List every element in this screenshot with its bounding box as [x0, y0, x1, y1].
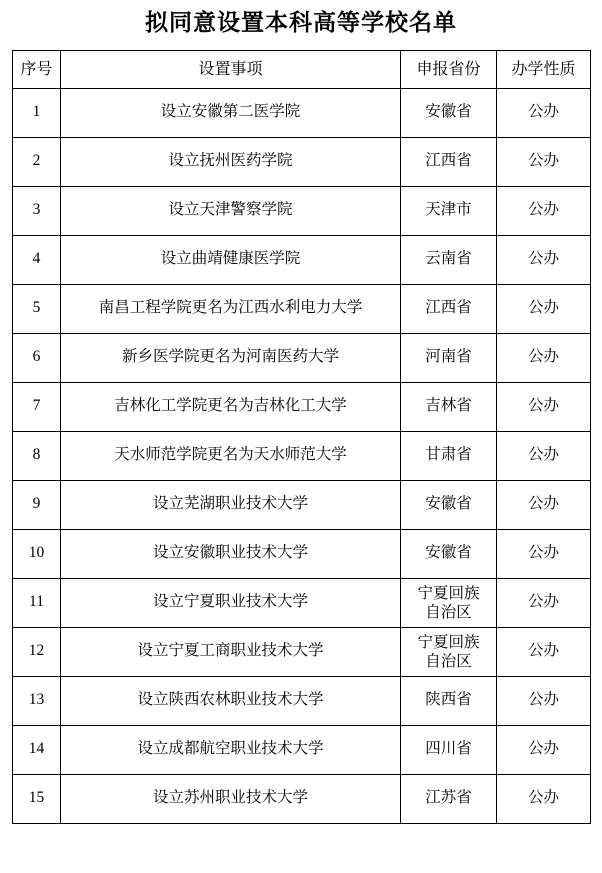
cell-index: 11	[13, 578, 61, 627]
table-row	[13, 235, 591, 284]
cell-index: 6	[13, 333, 61, 382]
cell-province: 吉林省	[401, 382, 497, 431]
table-row	[13, 333, 591, 382]
cell-item: 设立成都航空职业技术大学	[61, 725, 401, 774]
table-row	[13, 382, 591, 431]
cell-nature: 公办	[497, 137, 591, 186]
table-row	[13, 137, 591, 186]
table-row	[13, 774, 591, 823]
cell-index: 8	[13, 431, 61, 480]
cell-item: 设立宁夏职业技术大学	[61, 578, 401, 627]
cell-index: 15	[13, 774, 61, 823]
column-header-index: 序号	[13, 50, 61, 88]
cell-index: 3	[13, 186, 61, 235]
cell-index: 12	[13, 627, 61, 676]
table-body	[13, 88, 591, 823]
cell-nature: 公办	[497, 333, 591, 382]
cell-nature: 公办	[497, 480, 591, 529]
cell-province-line: 自治区	[425, 603, 472, 621]
cell-province: 云南省	[401, 235, 497, 284]
cell-item: 设立芜湖职业技术大学	[61, 480, 401, 529]
cell-province-line: 宁夏回族	[417, 584, 480, 602]
cell-index: 7	[13, 382, 61, 431]
cell-nature: 公办	[497, 529, 591, 578]
cell-nature: 公办	[497, 382, 591, 431]
table-header	[13, 50, 591, 88]
cell-nature: 公办	[497, 627, 591, 676]
cell-province	[401, 627, 497, 676]
university-listing-table	[12, 50, 591, 824]
cell-index: 1	[13, 88, 61, 137]
cell-item: 设立苏州职业技术大学	[61, 774, 401, 823]
cell-index: 4	[13, 235, 61, 284]
cell-nature: 公办	[497, 431, 591, 480]
cell-province: 江西省	[401, 284, 497, 333]
column-header-item: 设置事项	[61, 50, 401, 88]
cell-index: 14	[13, 725, 61, 774]
column-header-province: 申报省份	[401, 50, 497, 88]
table-row	[13, 88, 591, 137]
cell-item: 设立抚州医药学院	[61, 137, 401, 186]
cell-nature: 公办	[497, 676, 591, 725]
table-row	[13, 725, 591, 774]
table-row	[13, 578, 591, 627]
cell-item: 设立曲靖健康医学院	[61, 235, 401, 284]
cell-item: 设立宁夏工商职业技术大学	[61, 627, 401, 676]
table-row	[13, 431, 591, 480]
table-row	[13, 480, 591, 529]
cell-province-line: 自治区	[425, 652, 472, 670]
cell-index: 9	[13, 480, 61, 529]
cell-province: 甘肃省	[401, 431, 497, 480]
cell-index: 10	[13, 529, 61, 578]
cell-province: 江苏省	[401, 774, 497, 823]
cell-index: 5	[13, 284, 61, 333]
table-header-row	[13, 50, 591, 88]
page-title: 拟同意设置本科高等学校名单	[145, 10, 457, 35]
cell-province: 江西省	[401, 137, 497, 186]
cell-nature: 公办	[497, 774, 591, 823]
table-row	[13, 627, 591, 676]
cell-item: 吉林化工学院更名为吉林化工大学	[61, 382, 401, 431]
cell-item: 设立安徽第二医学院	[61, 88, 401, 137]
cell-province: 河南省	[401, 333, 497, 382]
cell-nature: 公办	[497, 88, 591, 137]
table-row	[13, 186, 591, 235]
cell-nature: 公办	[497, 725, 591, 774]
cell-province: 陕西省	[401, 676, 497, 725]
cell-nature: 公办	[497, 186, 591, 235]
cell-item: 天水师范学院更名为天水师范大学	[61, 431, 401, 480]
cell-item: 新乡医学院更名为河南医药大学	[61, 333, 401, 382]
cell-province: 安徽省	[401, 480, 497, 529]
cell-province: 安徽省	[401, 88, 497, 137]
cell-province	[401, 578, 497, 627]
column-header-nature: 办学性质	[497, 50, 591, 88]
cell-province: 四川省	[401, 725, 497, 774]
cell-province: 安徽省	[401, 529, 497, 578]
cell-nature: 公办	[497, 284, 591, 333]
cell-index: 2	[13, 137, 61, 186]
cell-nature: 公办	[497, 235, 591, 284]
cell-index: 13	[13, 676, 61, 725]
table-row	[13, 284, 591, 333]
cell-item: 设立安徽职业技术大学	[61, 529, 401, 578]
table-row	[13, 529, 591, 578]
table-row	[13, 676, 591, 725]
cell-province: 天津市	[401, 186, 497, 235]
cell-item: 南昌工程学院更名为江西水利电力大学	[61, 284, 401, 333]
cell-nature: 公办	[497, 578, 591, 627]
cell-item: 设立陕西农林职业技术大学	[61, 676, 401, 725]
cell-item: 设立天津警察学院	[61, 186, 401, 235]
cell-province-line: 宁夏回族	[417, 633, 480, 651]
